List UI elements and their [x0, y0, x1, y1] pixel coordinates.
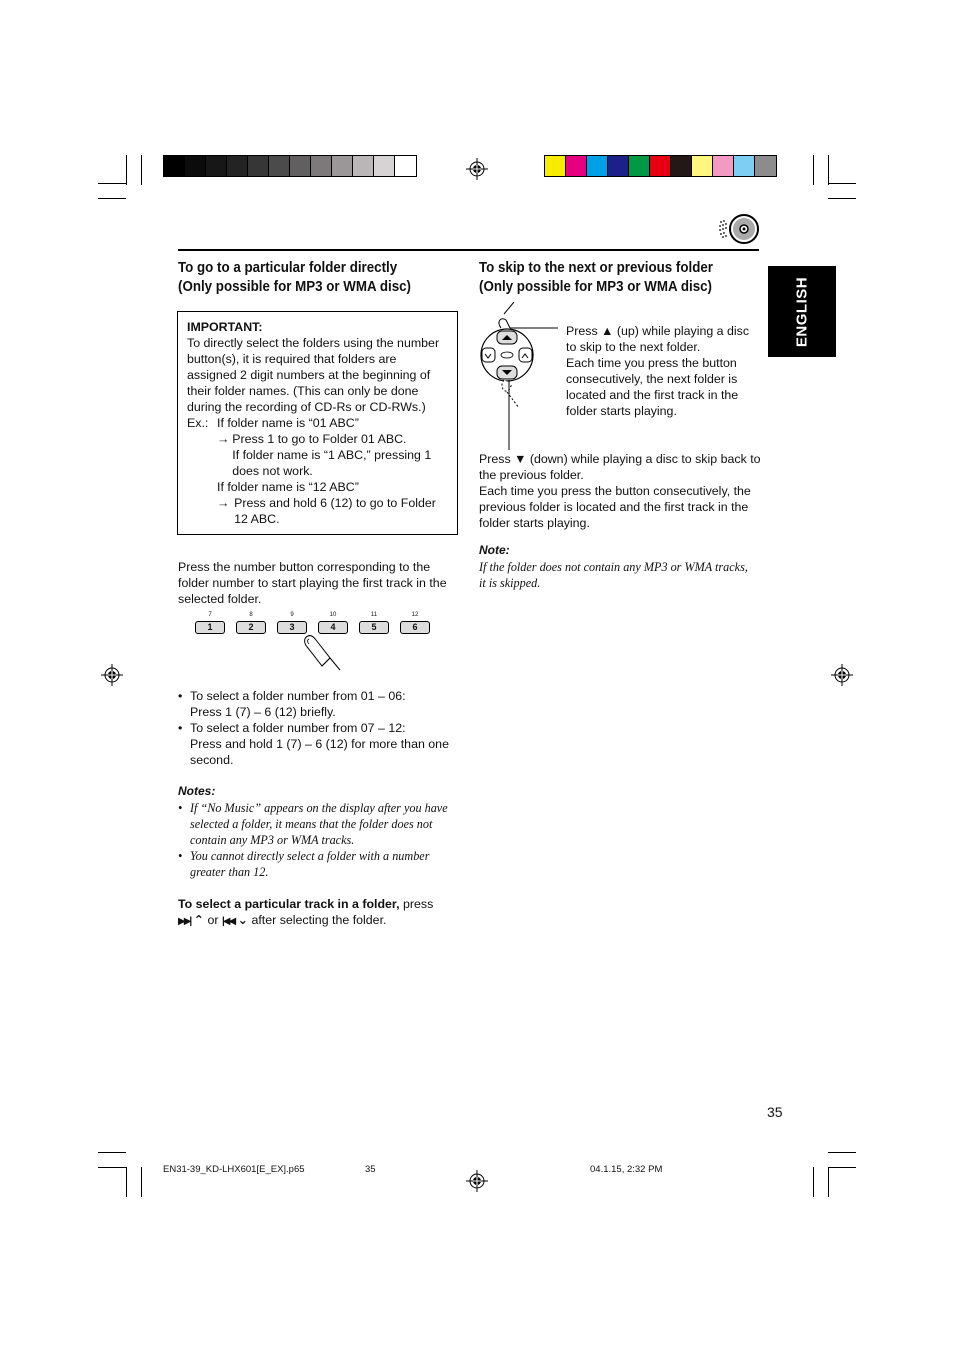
right-heading-line1: To skip to the next or previous folder	[479, 260, 713, 276]
grayscale-swatch	[395, 156, 416, 176]
left-section-heading	[178, 259, 454, 297]
control-pad-diagram	[474, 302, 562, 452]
example2-result-row	[187, 495, 448, 527]
example1-result-b: If folder name is “1 ABC,” pressing 1 does not work.	[232, 448, 432, 478]
right-note-text: If the folder does not contain any MP3 or WMA tracks, it is skipped.	[479, 560, 748, 590]
color-swatch	[713, 156, 734, 176]
number-button-3	[277, 611, 307, 634]
number-button-label: 4	[318, 621, 348, 634]
color-swatch	[734, 156, 755, 176]
number-button-alt-label: 7	[208, 612, 212, 618]
down-button-text: Press ▼ (down) while playing a disc to skip back to the previous folder.	[479, 452, 761, 482]
list-item	[178, 688, 460, 720]
number-button-1	[195, 611, 225, 634]
color-swatch	[650, 156, 671, 176]
important-text: To directly select the folders using the number button(s), it is required that folders are assigned 2 digit numbers at the beginning of their folder names. (This can only be done during the recording of CD-Rs or CD-RWs.)	[187, 336, 440, 414]
number-button-intro: Press the number button corresponding to the folder number to start playing the first track in the selected folder.	[178, 560, 447, 606]
important-box	[177, 311, 458, 535]
track-select-or: or	[207, 913, 219, 927]
number-button-alt-label: 12	[411, 612, 419, 618]
example-row-1	[187, 415, 448, 431]
bullet2-line1: • To select a folder number from 07 – 12:	[190, 721, 406, 735]
down-button-instructions	[479, 451, 761, 531]
left-notes-label: Notes:	[178, 784, 216, 798]
example1-condition: If folder name is “01 ABC”	[217, 416, 359, 430]
grayscale-swatch	[248, 156, 269, 176]
color-swatch	[545, 156, 566, 176]
note-item-1: • If “No Music” appears on the display after you have selected a folder, it means that the folder does not contain any MP3 or WMA tracks.	[178, 800, 460, 848]
cd-disc-icon	[716, 212, 760, 246]
color-swatch	[587, 156, 608, 176]
right-heading-line2: (Only possible for MP3 or WMA disc)	[479, 279, 712, 295]
number-button-label: 3	[277, 621, 307, 634]
grayscale-swatch	[269, 156, 290, 176]
number-button-label: 1	[195, 621, 225, 634]
arrow-icon: →	[217, 432, 230, 446]
color-swatch	[629, 156, 650, 176]
number-button-label: 5	[359, 621, 389, 634]
example2-result: Press and hold 6 (12) to go to Folder 12 ABC.	[234, 496, 436, 526]
next-track-icon: ▶▶|	[178, 916, 191, 927]
track-select-instruction	[178, 896, 460, 930]
language-tab-label: ENGLISH	[793, 276, 811, 347]
arrow-icon: →	[217, 496, 230, 510]
color-swatch	[566, 156, 587, 176]
bullet1-line2: Press 1 (7) – 6 (12) briefly.	[190, 705, 336, 719]
note-item-2: • You cannot directly select a folder with a number greater than 12.	[178, 848, 460, 880]
up-button-text: Press ▲ (up) while playing a disc to skip to the next folder.	[566, 324, 750, 354]
list-item	[178, 720, 460, 768]
up-chevron-icon: ⌃	[193, 913, 205, 927]
bullet2-line2: Press and hold 1 (7) – 6 (12) for more than one second.	[190, 737, 449, 767]
number-button-label: 2	[236, 621, 266, 634]
section-top-rule	[178, 249, 759, 251]
up-button-text2: Each time you press the button consecutively, the next folder is located and the first track in the folder starts playing.	[566, 356, 739, 418]
number-button-alt-label: 11	[370, 612, 378, 618]
left-heading-line2: (Only possible for MP3 or WMA disc)	[178, 279, 411, 295]
bullet1-line1: • To select a folder number from 01 – 06:	[190, 689, 406, 703]
grayscale-swatch	[353, 156, 374, 176]
right-note-label: Note:	[479, 543, 510, 557]
grayscale-swatch	[332, 156, 353, 176]
grayscale-swatch	[311, 156, 332, 176]
down-button-text2: Each time you press the button consecutively, the previous folder is located and the first track in the folder starts playing.	[479, 484, 751, 530]
registration-target-top	[466, 158, 488, 180]
footer-date: 04.1.15, 2:32 PM	[590, 1164, 663, 1175]
registration-target-bottom	[466, 1170, 488, 1192]
grayscale-swatch	[206, 156, 227, 176]
language-tab	[768, 266, 836, 357]
page-number: 35	[767, 1104, 783, 1120]
track-select-after: after selecting the folder.	[251, 913, 387, 927]
previous-track-icon: |◀◀	[221, 916, 235, 927]
grayscale-swatch	[290, 156, 311, 176]
footer-page-number: 35	[365, 1164, 376, 1175]
number-button-alt-label: 9	[290, 612, 294, 618]
number-button-6	[400, 611, 430, 634]
up-button-instructions	[566, 323, 758, 419]
grayscale-swatch	[374, 156, 395, 176]
example1-result-a: Press 1 to go to Folder 01 ABC.	[232, 432, 407, 446]
color-swatch	[755, 156, 776, 176]
example1-result-row	[187, 431, 448, 479]
number-button-2	[236, 611, 266, 634]
number-button-alt-label: 10	[329, 612, 337, 618]
right-section-heading	[479, 259, 755, 297]
grayscale-color-bar	[163, 155, 417, 177]
color-swatch	[692, 156, 713, 176]
registration-target-right	[831, 664, 853, 686]
important-label: IMPORTANT:	[187, 320, 263, 334]
finger-press-icon	[300, 632, 344, 672]
number-button-5	[359, 611, 389, 634]
track-select-bold: To select a particular track in a folder,	[178, 897, 400, 911]
color-registration-bar	[544, 155, 777, 177]
footer-file-name: EN31-39_KD-LHX601[E_EX].p65	[163, 1164, 305, 1175]
number-button-label: 6	[400, 621, 430, 634]
number-buttons-diagram	[195, 611, 441, 634]
number-button-4	[318, 611, 348, 634]
color-swatch	[608, 156, 629, 176]
track-select-press: press	[402, 897, 434, 911]
down-chevron-icon: ⌄	[237, 913, 248, 927]
folder-number-instructions	[178, 688, 460, 768]
left-heading-line1: To go to a particular folder directly	[178, 260, 398, 276]
registration-target-left	[101, 664, 123, 686]
color-swatch	[671, 156, 692, 176]
number-button-alt-label: 8	[249, 612, 253, 618]
left-notes-list	[178, 800, 460, 880]
grayscale-swatch	[227, 156, 248, 176]
example2-condition: If folder name is “12 ABC”	[217, 480, 359, 494]
grayscale-swatch	[185, 156, 206, 176]
example-label: Ex.:	[187, 416, 209, 430]
grayscale-swatch	[164, 156, 185, 176]
